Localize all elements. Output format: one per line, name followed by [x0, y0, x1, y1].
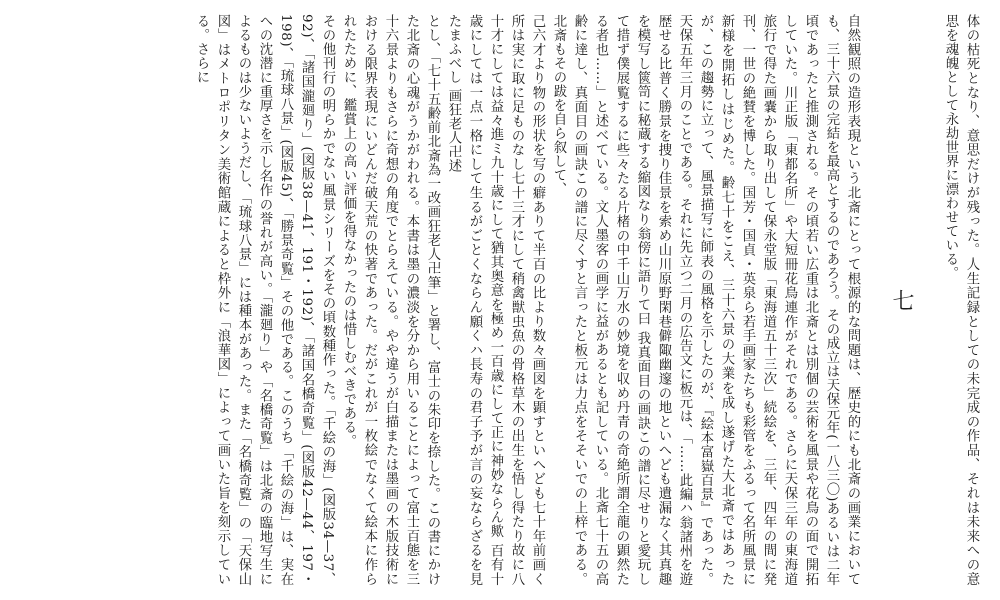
- section-number: 七: [889, 289, 914, 311]
- paragraph-previous-end: 体の枯死となり、意思だけが残った。人生記録としての未完成の作品、それは未来への意思を魂魄として永劫世界に漂わせている。: [943, 14, 979, 586]
- quote-block: 己六才より物の形状を写の癖ありて半百の比より数々画図を顕すといへども七十年前画く所は実に取に足ものなし七十三才にして稍禽獣虫魚の骨格草木の出生を悟し得たり故に八十才にしては益々進ミ九十歳にして猶其奥意を極め一百歳にして正に神妙ならん歟 百有十歳にしては一点一格にして生るがごとくならん願くハ長寿の君子予が言の妄ならざるを見たまふべし 画狂老人卍述: [446, 14, 545, 586]
- paragraph-3: その他刊行の明らかでない風景シリーズをその頃数種作った。「千絵の海」(図版34—37、92)、「諸国瀧廻り」(図版38—41、191・192)、「諸国名橋奇覧」(図版42—44、197・198)、「琉球八景」(図版45)、「勝景奇覧」その他である。このうち「千絵の海」は、実在への沈潜に重厚さを示し名作の誉れが高い。「瀧廻り」や「名橋奇覧」は北斎の臨地写生によるものは少ないようだし、「琉球八景」には種本があった。また「名橋奇覧」の「天保山図」はメトロポリタン美術館蔵によると枠外に「浪華図」によって画いた旨を刻示している。さらに: [194, 14, 335, 586]
- vertical-text-body: [191, 14, 982, 586]
- paragraph-2: とし、「七十五齢前北斎為一改画狂老人卍筆」と署し、富士の朱印を捺した。この書にかけた北斎の心魂がうかがわれる。本書は墨の濃淡を分から用いることによって富士百態を三十六景よりもさらに奇想の角度でとらえている。やや違うが白描または墨画の木版技術における限界表現にいどんだ破天荒の快著であった。だがこれが一枚絵でなくて絵本に作られたために、鑑賞上の高い評価を得なかったのは惜しむべきである。: [341, 14, 440, 586]
- paragraph-1: 自然観照の造形表現という北斎にとって根源的な問題は、歴史的にも北斎の画業においても、三十六景の完結を最高とするのであろう。その成立は天保元年(一八三〇)あるいは二年頃であったと推測される。その頃若い広重は北斎とは別個の芸術を風景や花鳥の面で開拓していた。川正版「東都名所」や大短冊花鳥連作がそれである。さらに天保三年の東海道旅行で得た画嚢から取り出して保永堂版「東海道五十三次」続絵を、三年、四年の間に発刊、一世の絶賛を博した。国芳・国貞・英泉ら若手画家たちも彩管をふるって名所風景に新様を開拓しはじめた。齢七十をこえ、三十六景の大業を成し遂げた大北斎ではあったが、この趨勢に立って、風景描写に師表の風格を示したのが、『絵本富嶽百景』であった。天保五年三月のことである。それに先立つ二月の広告文に板元は、「……此編ハ翁諸州を遊歴せる比普く勝景を捜り佳景を索め山川原野閑巷僻陬幽邃の地といへども遺漏なく其真趣を模写し篋笥に秘蔵する縮図なり翁傍に語りて曰 我真面目の画訣この譜に尽せりと愛玩して措ず僕展覧するに些々たる片楮の中千山万水の妙境を収め丹青の奇絶所謂全龍の顕然たる者也……」と述べている。文人墨客の画学に益があるとも記している。北斎七十五の高齢に達し、真面目の画訣この譜に尽くすと言ったと板元は力点をそそいでの上梓である。北斎もその跋を自ら叙して、: [551, 14, 860, 586]
